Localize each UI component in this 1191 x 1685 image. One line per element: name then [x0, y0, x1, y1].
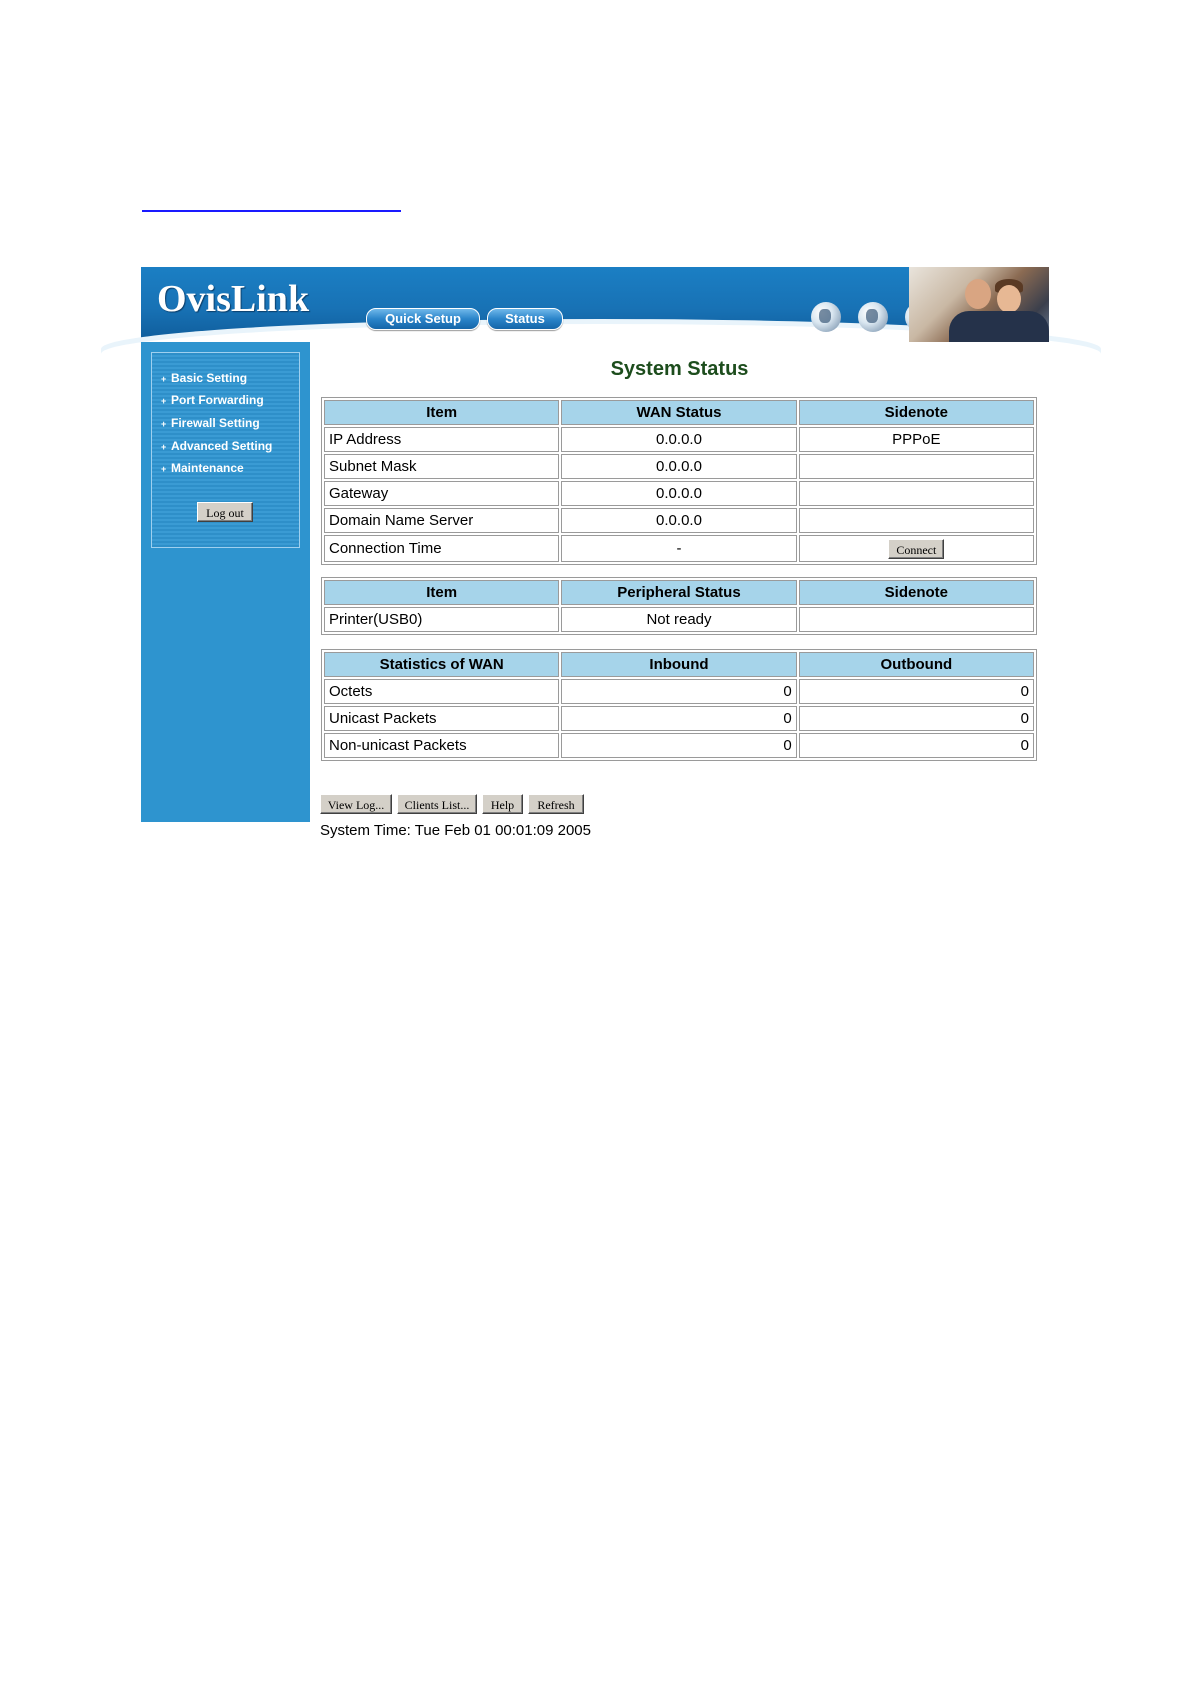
outbound-value: 0 [799, 706, 1034, 731]
bullet-icon: + [161, 374, 167, 384]
sidebar-item-basic-setting[interactable]: + Basic Setting [161, 371, 248, 385]
row-label: Subnet Mask [324, 454, 559, 479]
view-log-button[interactable]: View Log... [320, 794, 392, 814]
photo-person-adult [965, 279, 991, 309]
table-header-row [324, 580, 1034, 605]
refresh-button[interactable]: Refresh [528, 794, 584, 814]
wan-value: 0.0.0.0 [561, 427, 796, 452]
column-header: Inbound [561, 652, 796, 677]
inbound-value: 0 [561, 706, 796, 731]
row-label: Unicast Packets [324, 706, 559, 731]
column-header: Outbound [799, 652, 1034, 677]
ovislink-logo: OvisLink [157, 278, 310, 320]
outbound-value: 0 [799, 733, 1034, 758]
peripheral-status-table [321, 577, 1037, 635]
row-label: Octets [324, 679, 559, 704]
column-header: Sidenote [799, 400, 1034, 425]
table-row [324, 706, 1034, 731]
connect-cell [799, 535, 1034, 562]
help-button[interactable]: Help [482, 794, 523, 814]
bullet-icon: + [161, 396, 167, 406]
table-row [324, 607, 1034, 632]
wan-value: 0.0.0.0 [561, 481, 796, 506]
photo-clothing [949, 311, 1049, 342]
connect-button[interactable]: Connect [888, 539, 944, 559]
logout-button[interactable]: Log out [197, 502, 253, 522]
sidebar-item-maintenance[interactable]: + Maintenance [161, 461, 244, 475]
column-header: WAN Status [561, 400, 796, 425]
sidenote [799, 454, 1034, 479]
row-label: Domain Name Server [324, 508, 559, 533]
table-row [324, 454, 1034, 479]
sidenote [799, 481, 1034, 506]
outbound-value: 0 [799, 679, 1034, 704]
wan-statistics-table [321, 649, 1037, 761]
inbound-value: 0 [561, 733, 796, 758]
wan-value: 0.0.0.0 [561, 508, 796, 533]
sidebar-item-firewall-setting[interactable]: + Firewall Setting [161, 416, 260, 430]
banner-photo [909, 267, 1049, 342]
sidebar-menu [151, 352, 300, 548]
sidebar-item-port-forwarding[interactable]: + Port Forwarding [161, 393, 264, 407]
sidenote [799, 607, 1034, 632]
top-hyperlink[interactable] [142, 210, 401, 212]
table-row [324, 679, 1034, 704]
photo-person-child [997, 285, 1021, 313]
router-admin-frame [141, 267, 1049, 839]
row-label: Printer(USB0) [324, 607, 559, 632]
sidenote [799, 508, 1034, 533]
page-title: System Status [610, 358, 749, 380]
bullet-icon: + [161, 419, 167, 429]
sidenote: PPPoE [799, 427, 1034, 452]
row-label: Non-unicast Packets [324, 733, 559, 758]
status-tab[interactable]: Status [487, 308, 563, 330]
column-header: Item [324, 580, 559, 605]
column-header: Statistics of WAN [324, 652, 559, 677]
sidebar-item-advanced-setting[interactable]: + Advanced Setting [161, 439, 273, 453]
inbound-value: 0 [561, 679, 796, 704]
row-label: Connection Time [324, 535, 559, 562]
table-row [324, 427, 1034, 452]
header-banner [141, 267, 1049, 342]
globe-icon [811, 302, 841, 332]
main-content [310, 342, 1049, 839]
globe-icon [858, 302, 888, 332]
column-header: Sidenote [799, 580, 1034, 605]
row-label: Gateway [324, 481, 559, 506]
wan-status-table [321, 397, 1037, 565]
table-row [324, 481, 1034, 506]
wan-value: 0.0.0.0 [561, 454, 796, 479]
table-row [324, 508, 1034, 533]
bullet-icon: + [161, 464, 167, 474]
system-time: System Time: Tue Feb 01 00:01:09 2005 [320, 822, 591, 839]
bullet-icon: + [161, 442, 167, 452]
sidebar [141, 342, 310, 822]
peripheral-value: Not ready [561, 607, 796, 632]
column-header: Peripheral Status [561, 580, 796, 605]
row-label: IP Address [324, 427, 559, 452]
table-header-row [324, 652, 1034, 677]
quick-setup-tab[interactable]: Quick Setup [366, 308, 480, 330]
clients-list-button[interactable]: Clients List... [397, 794, 477, 814]
table-row [324, 535, 1034, 562]
table-header-row [324, 400, 1034, 425]
column-header: Item [324, 400, 559, 425]
wan-value: - [561, 535, 796, 562]
table-row [324, 733, 1034, 758]
